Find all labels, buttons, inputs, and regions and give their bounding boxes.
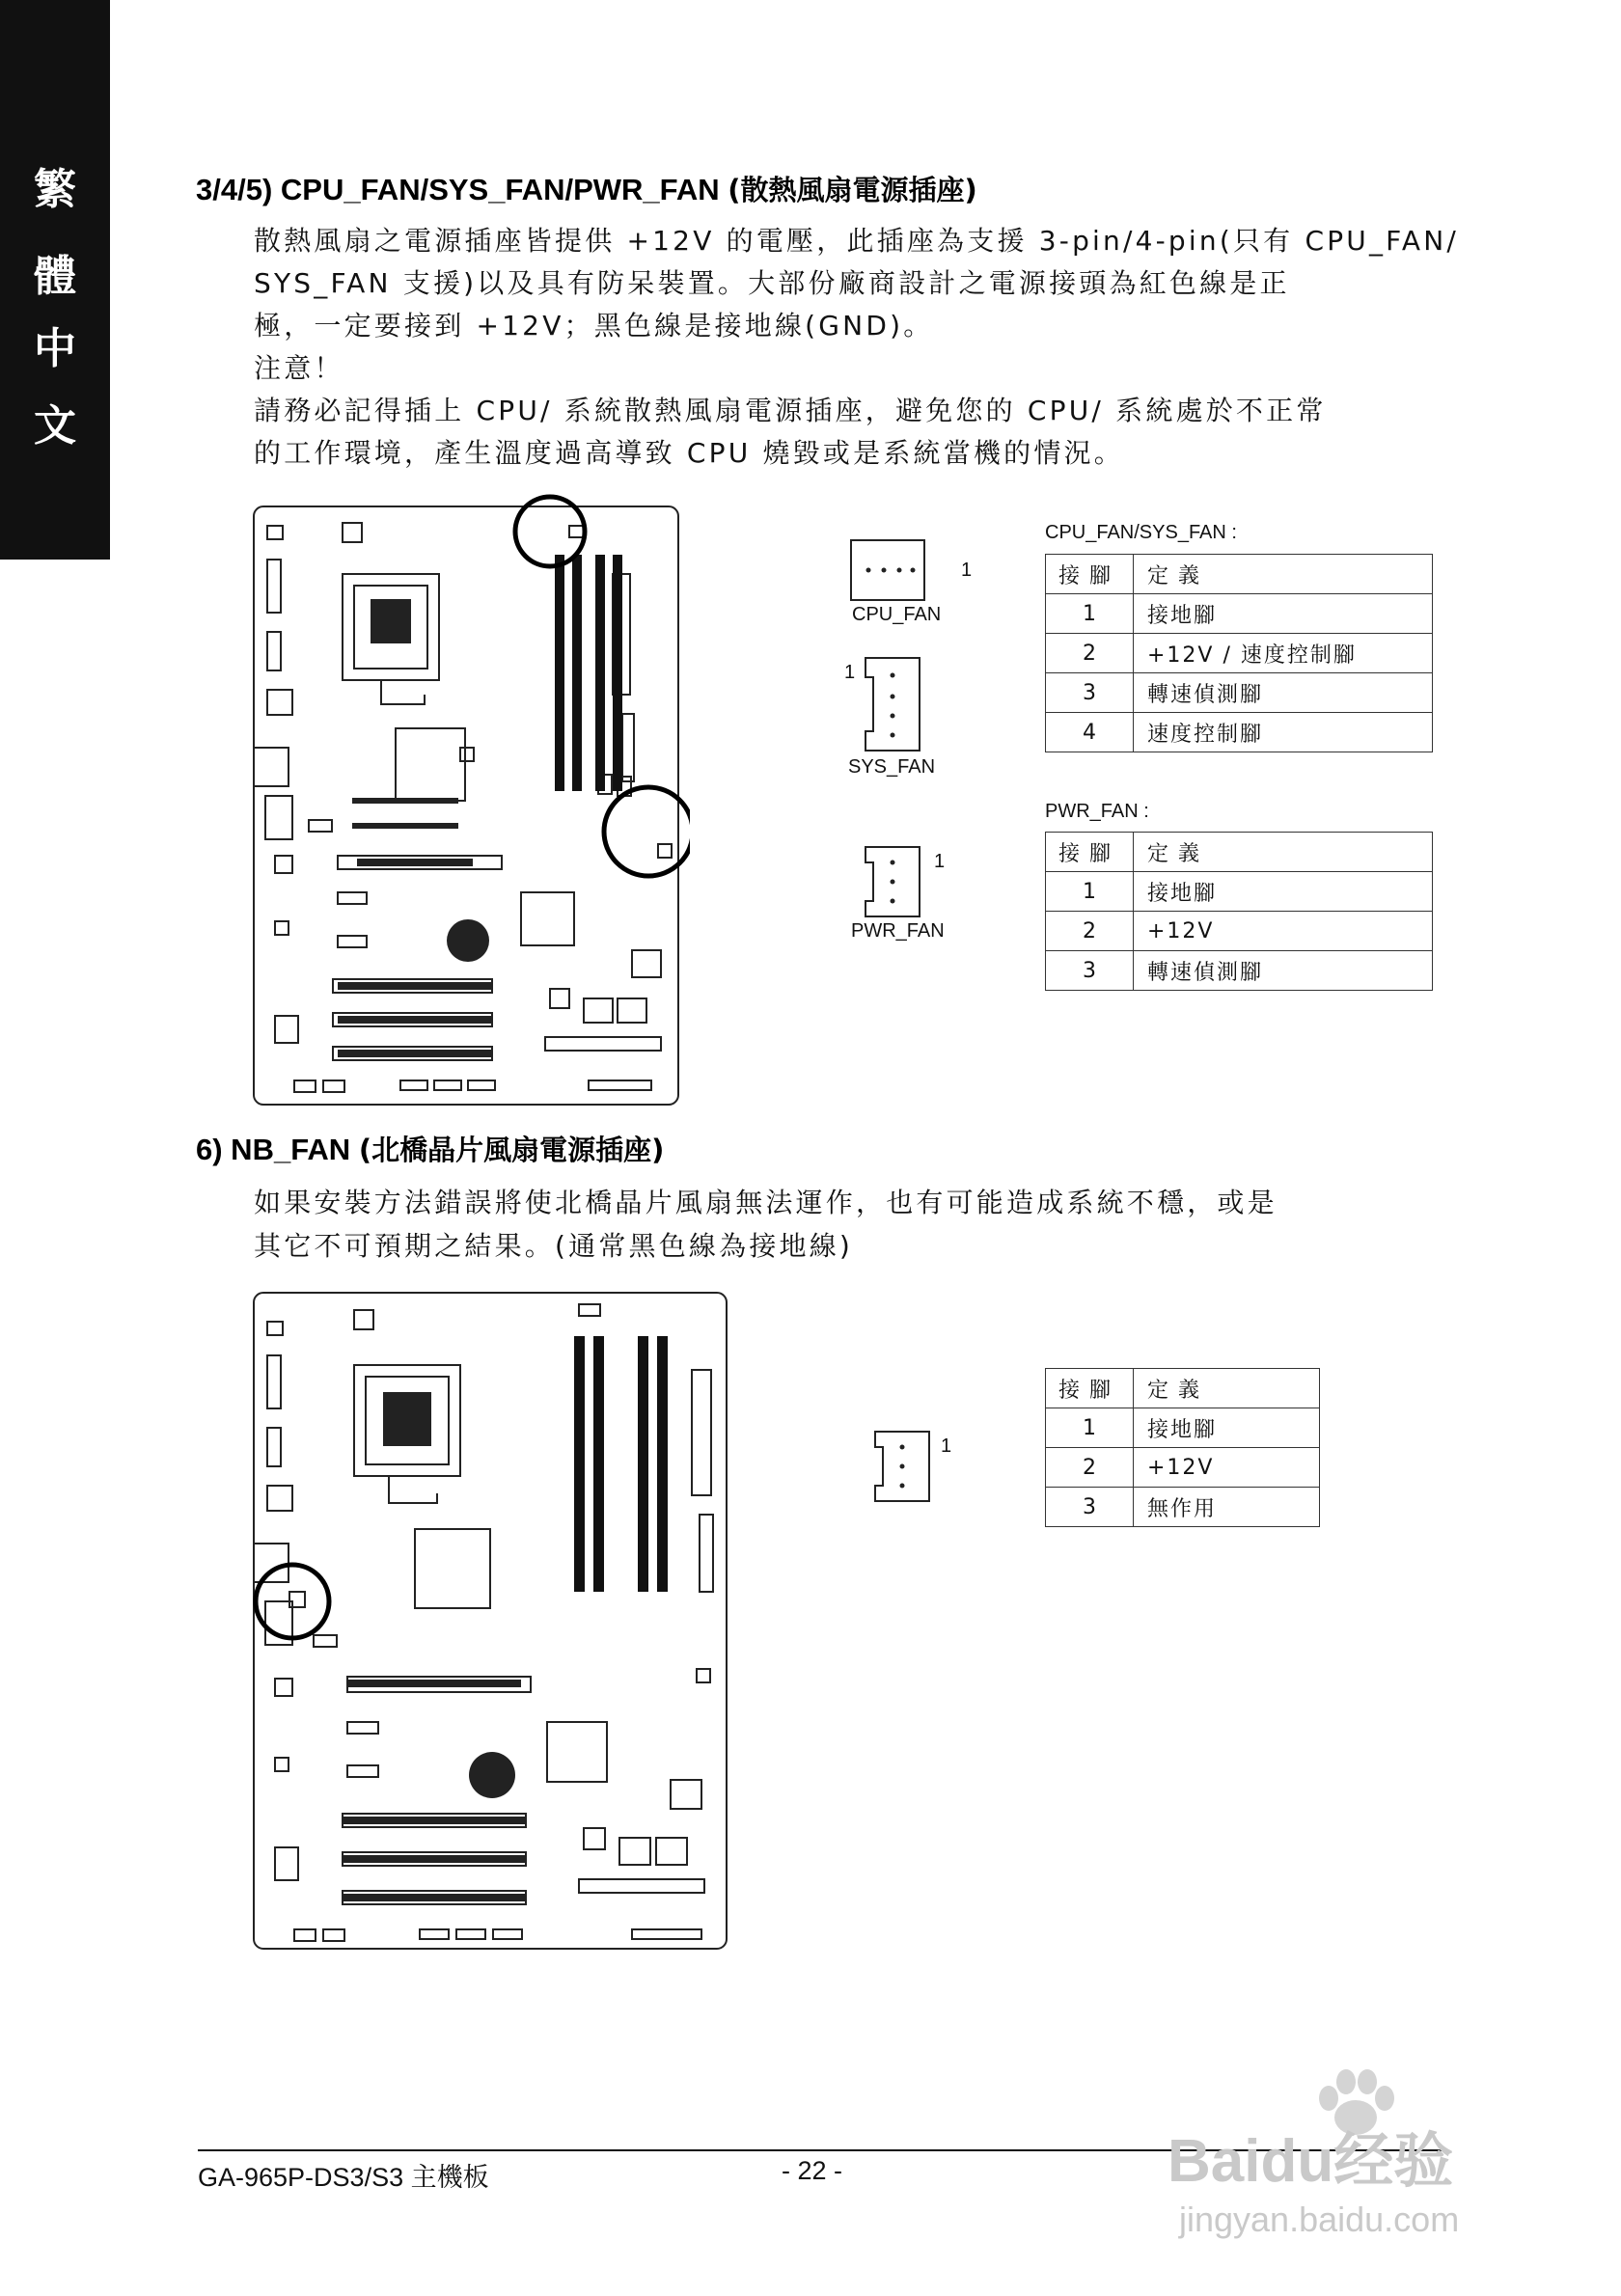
table-cell-definition: 無作用 [1134,1488,1320,1527]
table-cell-definition: 接地腳 [1134,1408,1320,1448]
footer-model [198,2156,489,2194]
watermark-url: jingyan.baidu.com [1179,2200,1460,2239]
table-cell-definition: 轉速偵測腳 [1134,951,1433,991]
table-cell-definition: +12V [1134,1448,1320,1488]
pwr-fan-pin1-label: 1 [934,851,946,872]
table-header-pin: 接腳 [1046,833,1134,872]
page-number: - 22 - [782,2156,843,2185]
heading-prefix: 3/4/5) CPU_FAN/SYS_FAN/PWR_FAN [196,173,720,206]
pin-table-cpu-sys-fan [1045,554,1433,752]
heading-zh: (北橋晶片風扇電源插座) [358,1134,665,1166]
side-tab-char-2: 體 [34,252,76,301]
table-cell-definition: 接地腳 [1134,872,1433,912]
nb-fan-connector-icon [873,1430,931,1503]
note-title: 注意！ [254,352,344,384]
pin-table-nb-fan [1045,1368,1320,1527]
watermark-brand: Baidu经验 [1168,2128,1454,2195]
motherboard-diagram-2 [246,1283,733,1958]
footer-model-name: GA-965P-DS3/S3 [198,2163,404,2192]
paragraph-line: 其它不可預期之結果。(通常黑色線為接地線) [254,1230,854,1262]
footer-model-zh: 主機板 [410,2163,489,2193]
pwr-fan-label: PWR_FAN [851,920,945,942]
heading-zh: (散熱風扇電源插座) [728,174,977,206]
table-header-definition: 定義 [1134,1369,1320,1408]
paragraph-line: 極，一定要接到 +12V；黑色線是接地線(GND)。 [254,310,934,342]
table-cell-pin: 3 [1046,673,1134,713]
pwr-fan-connector-icon [864,845,921,918]
table-caption-pwr-fan: PWR_FAN : [1045,801,1149,822]
pin-table-pwr-fan [1045,832,1433,991]
table-cell-definition: +12V / 速度控制腳 [1134,634,1433,673]
table-cell-pin: 2 [1046,912,1134,951]
sys-fan-pin1-label: 1 [844,662,856,683]
table-cell-pin: 1 [1046,1408,1134,1448]
motherboard-diagram-1 [246,487,690,1114]
paragraph-line: 請務必記得插上 CPU/ 系統散熱風扇電源插座，避免您的 CPU/ 系統處於不正常 [254,395,1327,426]
paragraph-line: SYS_FAN 支援)以及具有防呆裝置。大部份廠商設計之電源接頭為紅色線是正 [254,267,1290,299]
heading-prefix: 6) NB_FAN [196,1133,351,1166]
side-tab-char-4: 文 [34,401,76,451]
table-cell-definition: 接地腳 [1134,594,1433,634]
table-cell-pin: 4 [1046,713,1134,752]
section-heading-nb-fan [196,1129,664,1168]
table-cell-pin: 1 [1046,594,1134,634]
sys-fan-connector-icon [864,656,921,752]
table-cell-definition: +12V [1134,912,1433,951]
table-cell-pin: 3 [1046,1488,1134,1527]
table-header-pin: 接腳 [1046,1369,1134,1408]
cpu-fan-pin1-label: 1 [961,560,973,581]
table-cell-pin: 3 [1046,951,1134,991]
cpu-fan-connector-icon [849,538,926,602]
section-heading-fans [196,169,977,208]
table-header-definition: 定義 [1134,833,1433,872]
language-side-tab [0,0,110,560]
cpu-fan-label: CPU_FAN [852,604,942,625]
table-cell-definition: 速度控制腳 [1134,713,1433,752]
side-tab-char-3: 中 [34,324,76,373]
table-header-definition: 定義 [1134,555,1433,594]
side-tab-char-1: 繁 [34,165,76,214]
nb-fan-pin1-label: 1 [941,1435,952,1457]
paragraph-line: 的工作環境，產生溫度過高導致 CPU 燒毀或是系統當機的情況。 [254,437,1124,469]
table-cell-pin: 1 [1046,872,1134,912]
table-caption-cpu-sys-fan: CPU_FAN/SYS_FAN : [1045,522,1237,543]
table-cell-pin: 2 [1046,1448,1134,1488]
table-header-pin: 接腳 [1046,555,1134,594]
paragraph-line: 散熱風扇之電源插座皆提供 +12V 的電壓，此插座為支援 3-pin/4-pin(只有 CPU_FAN/ [254,225,1460,257]
table-cell-pin: 2 [1046,634,1134,673]
paragraph-line: 如果安裝方法錯誤將使北橋晶片風扇無法運作，也有可能造成系統不穩，或是 [254,1187,1278,1218]
sys-fan-label: SYS_FAN [848,756,936,778]
table-cell-definition: 轉速偵測腳 [1134,673,1433,713]
